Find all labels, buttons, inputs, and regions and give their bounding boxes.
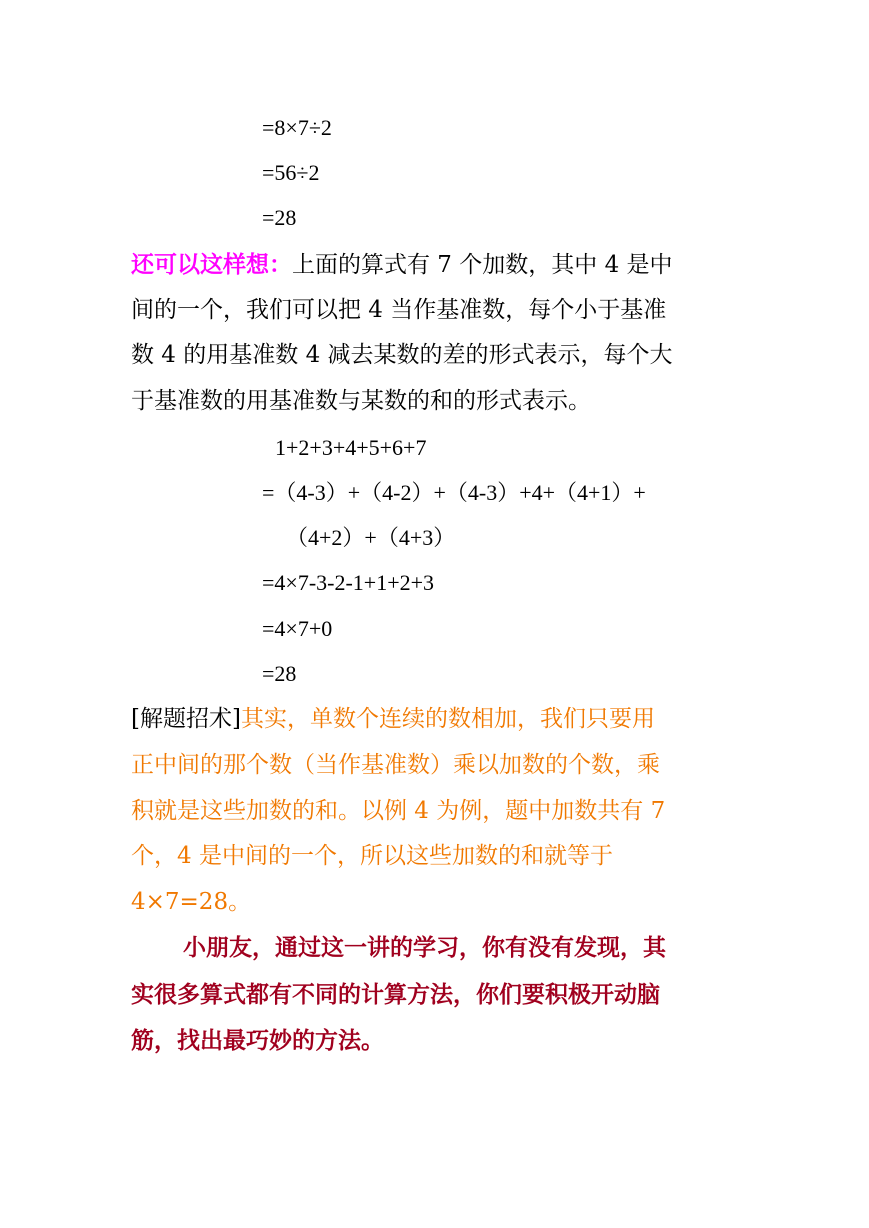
alt-method-text: 上面的算式有 7 个加数，其中 4 是中 xyxy=(292,252,673,278)
calc-line: =（4-3）+（4-2）+（4-3）+4+（4+1）+ xyxy=(262,480,646,505)
alt-method-line: 于基准数的用基准数与某数的和的形式表示。 xyxy=(131,388,591,414)
closing-line: 筋，找出最巧妙的方法。 xyxy=(131,1028,384,1054)
tip-label: [解题招术] xyxy=(131,706,241,732)
calc-line: =56÷2 xyxy=(262,160,320,185)
calc-line: =4×7-3-2-1+1+2+3 xyxy=(262,570,435,595)
tip-line: 积就是这些加数的和。以例 4 为例，题中加数共有 7 xyxy=(131,798,666,824)
tip-text: 其实，单数个连续的数相加，我们只要用 xyxy=(240,706,655,732)
tip-line xyxy=(131,704,655,734)
calc-line: =28 xyxy=(262,661,297,686)
alt-method-line: 数 4 的用基准数 4 减去某数的差的形式表示，每个大 xyxy=(131,342,673,368)
tip-line: 正中间的那个数（当作基准数）乘以加数的个数，乘 xyxy=(131,752,660,778)
calc-line: =4×7+0 xyxy=(262,616,333,641)
tip-line: 个，4 是中间的一个，所以这些加数的和就等于 xyxy=(131,843,613,869)
alt-method-line: 间的一个，我们可以把 4 当作基准数，每个小于基准 xyxy=(131,297,667,323)
tip-line: 4×7=28。 xyxy=(131,889,252,915)
calc-line: =28 xyxy=(262,205,297,230)
calc-line: 1+2+3+4+5+6+7 xyxy=(275,435,427,460)
alt-method-label: 还可以这样想： xyxy=(131,252,292,278)
closing-line: 实很多算式都有不同的计算方法，你们要积极开动脑 xyxy=(131,982,660,1008)
alt-method-line xyxy=(131,250,673,280)
calc-line: =8×7÷2 xyxy=(262,115,332,140)
closing-line: 小朋友，通过这一讲的学习，你有没有发现，其 xyxy=(183,935,666,961)
calc-line: （4+2）+（4+3） xyxy=(286,525,456,550)
